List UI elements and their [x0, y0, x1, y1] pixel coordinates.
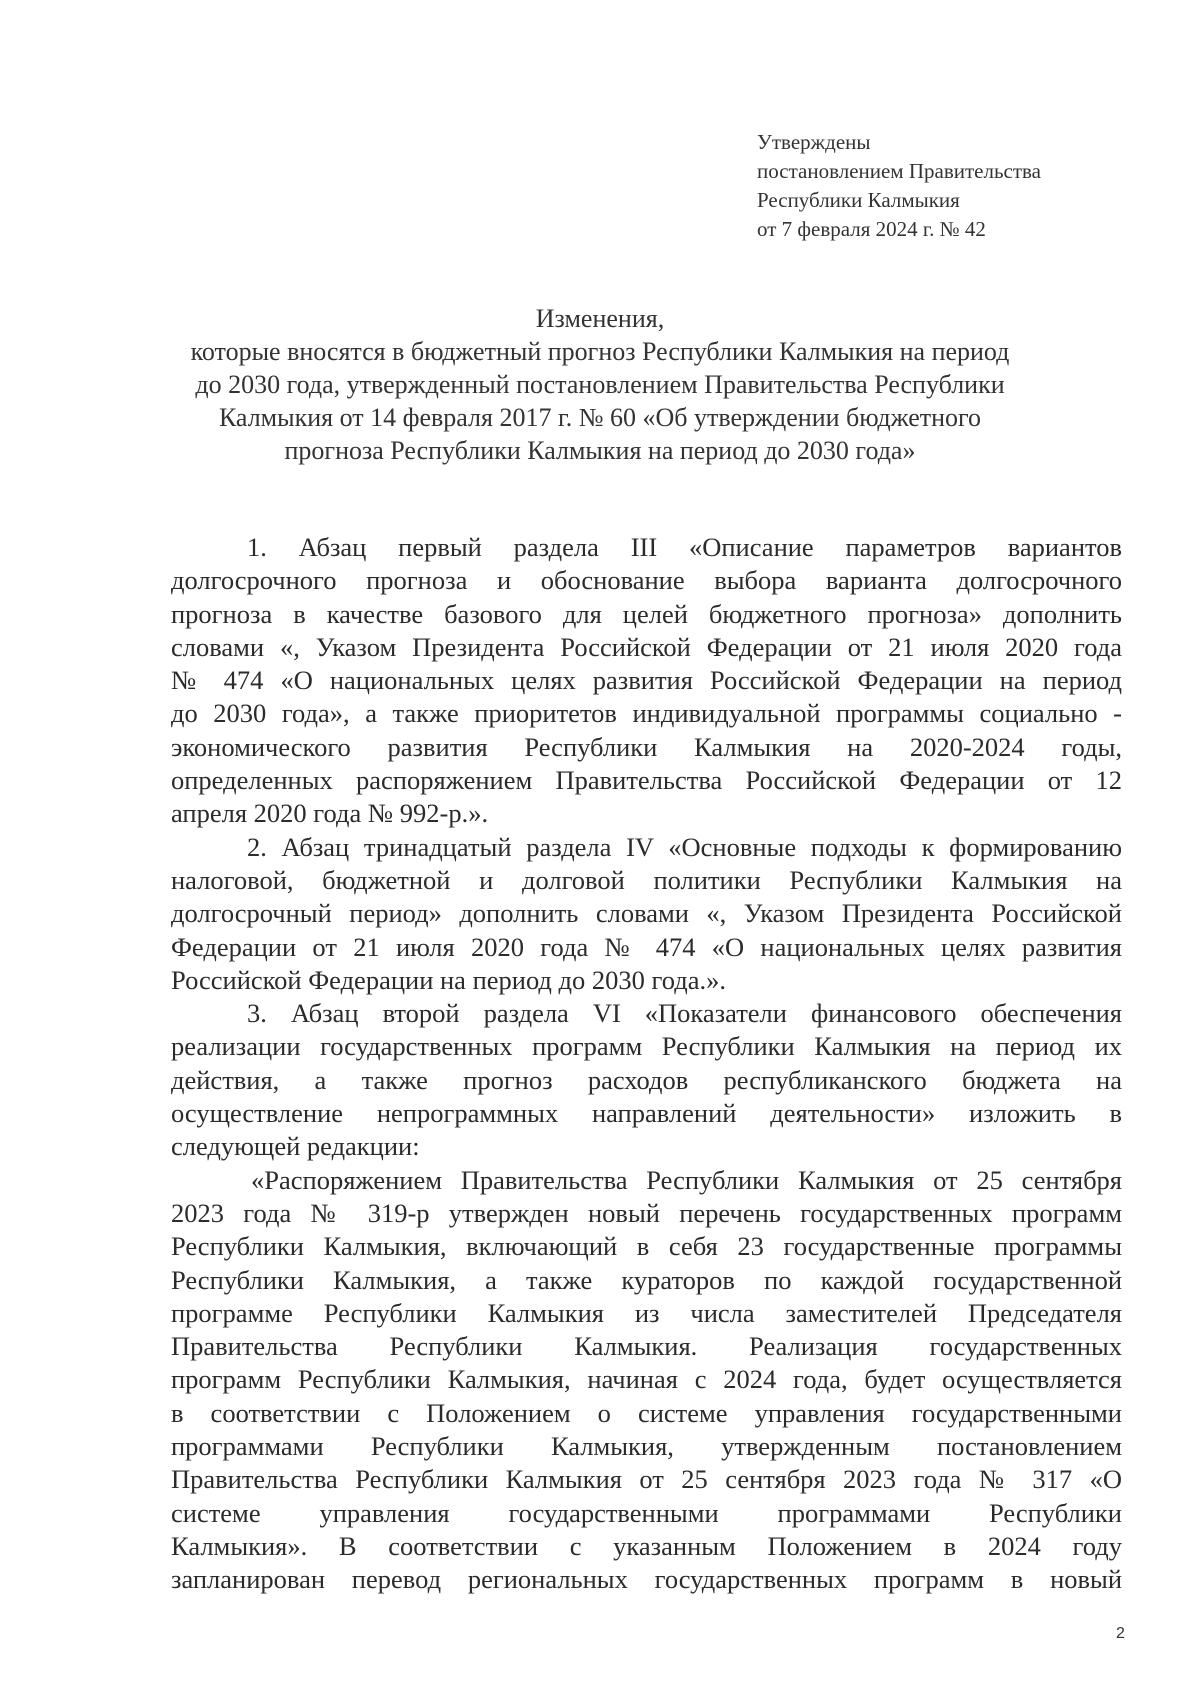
paragraph-1-line: 1. Абзац первый раздела III «Описание параметров вариантов	[247, 532, 1122, 562]
quoted-paragraph-line: Республики Калмыкия, а также кураторов по каждой государственной	[171, 1264, 1122, 1295]
paragraph-3-line: осуществление непрограммных направлений деятельности» изложить в	[171, 1098, 1122, 1129]
paragraph-2-line: Федерации от 21 июля 2020 года № 474 «О национальных целях развития	[171, 931, 1122, 962]
page-number: 2	[1116, 1625, 1125, 1642]
paragraph-1-line: до 2030 года», а также приоритетов индивидуальной программы социально -	[171, 698, 1122, 729]
title-line: прогноза Республики Калмыкия на период до 2030 года»	[284, 436, 916, 465]
title-line: до 2030 года, утвержденный постановлением Правительства Республики	[195, 370, 1005, 399]
document-body	[171, 531, 1122, 1597]
quoted-paragraph-line: программами Республики Калмыкия, утвержденным постановлением	[171, 1431, 1122, 1462]
paragraph-1-line: прогноза в качестве базового для целей бюджетного прогноза» дополнить	[171, 598, 1122, 629]
paragraph-1-line: экономического развития Республики Калмыкия на 2020-2024 годы,	[171, 731, 1122, 762]
paragraph-1-line: апреля 2020 года № 992-р.».	[171, 798, 489, 829]
paragraph-3-line: 3. Абзац второй раздела VI «Показатели финансового обеспечения	[247, 998, 1122, 1029]
document-title	[150, 302, 1050, 467]
title-line: Калмыкия от 14 февраля 2017 г. № 60 «Об утверждении бюджетного	[218, 403, 982, 432]
paragraph-3-line: следующей редакции:	[171, 1131, 420, 1162]
approval-line: постановлением Правительства	[757, 159, 1042, 183]
approval-line: от 7 февраля 2024 г. № 42	[757, 217, 986, 241]
approval-line: Утверждены	[757, 130, 871, 154]
paragraph-2-line: Российской Федерации на период до 2030 года.».	[171, 964, 726, 995]
title-line: которые вносятся в бюджетный прогноз Республики Калмыкия на период	[190, 337, 1010, 366]
quoted-paragraph-line: системе управления государственными программами Республики	[171, 1497, 1122, 1528]
paragraph-1-line: долгосрочного прогноза и обоснование выбора варианта долгосрочного	[171, 565, 1122, 596]
approval-line: Республики Калмыкия	[757, 188, 960, 212]
quoted-paragraph-line: Правительства Республики Калмыкия. Реализация государственных	[171, 1331, 1122, 1362]
approval-stamp-text	[757, 128, 1137, 244]
paragraph-1-line: словами «, Указом Президента Российской Федерации от 21 июля 2020 года	[171, 631, 1122, 662]
quoted-paragraph-line: Калмыкия». В соответствии с указанным Положением в 2024 году	[171, 1530, 1122, 1561]
paragraph-3-line: реализации государственных программ Республики Калмыкия на период их	[171, 1031, 1122, 1062]
quoted-paragraph-line: 2023 года № 319-р утвержден новый перечень государственных программ	[171, 1197, 1122, 1228]
quoted-paragraph-line: Республики Калмыкия, включающий в себя 23 государственные программы	[171, 1231, 1122, 1262]
paragraph-2-line: 2. Абзац тринадцатый раздела IV «Основные подходы к формированию	[247, 831, 1122, 862]
paragraph-1-line: определенных распоряжением Правительства Российской Федерации от 12	[171, 765, 1122, 796]
quoted-paragraph-line: программе Республики Калмыкия из числа заместителей Председателя	[171, 1297, 1122, 1328]
paragraph-2-line: долгосрочный период» дополнить словами «, Указом Президента Российской	[171, 898, 1122, 929]
quoted-paragraph-line: программ Республики Калмыкия, начиная с 2024 года, будет осуществляется	[171, 1364, 1122, 1395]
quoted-paragraph-line: в соответствии с Положением о системе управления государственными	[171, 1397, 1122, 1428]
quoted-paragraph-line: Правительства Республики Калмыкия от 25 сентября 2023 года № 317 «О	[171, 1464, 1122, 1495]
paragraph-1-line: № 474 «О национальных целях развития Российской Федерации на период	[171, 665, 1122, 696]
paragraph-3-line: действия, а также прогноз расходов республиканского бюджета на	[171, 1064, 1122, 1095]
title-line: Изменения,	[535, 304, 665, 333]
paragraph-2-line: налоговой, бюджетной и долговой политики Республики Калмыкия на	[171, 864, 1122, 895]
quoted-paragraph-line: запланирован перевод региональных государственных программ в новый	[171, 1564, 1122, 1595]
quoted-paragraph-line: «Распоряжением Правительства Республики Калмыкия от 25 сентября	[251, 1164, 1122, 1195]
